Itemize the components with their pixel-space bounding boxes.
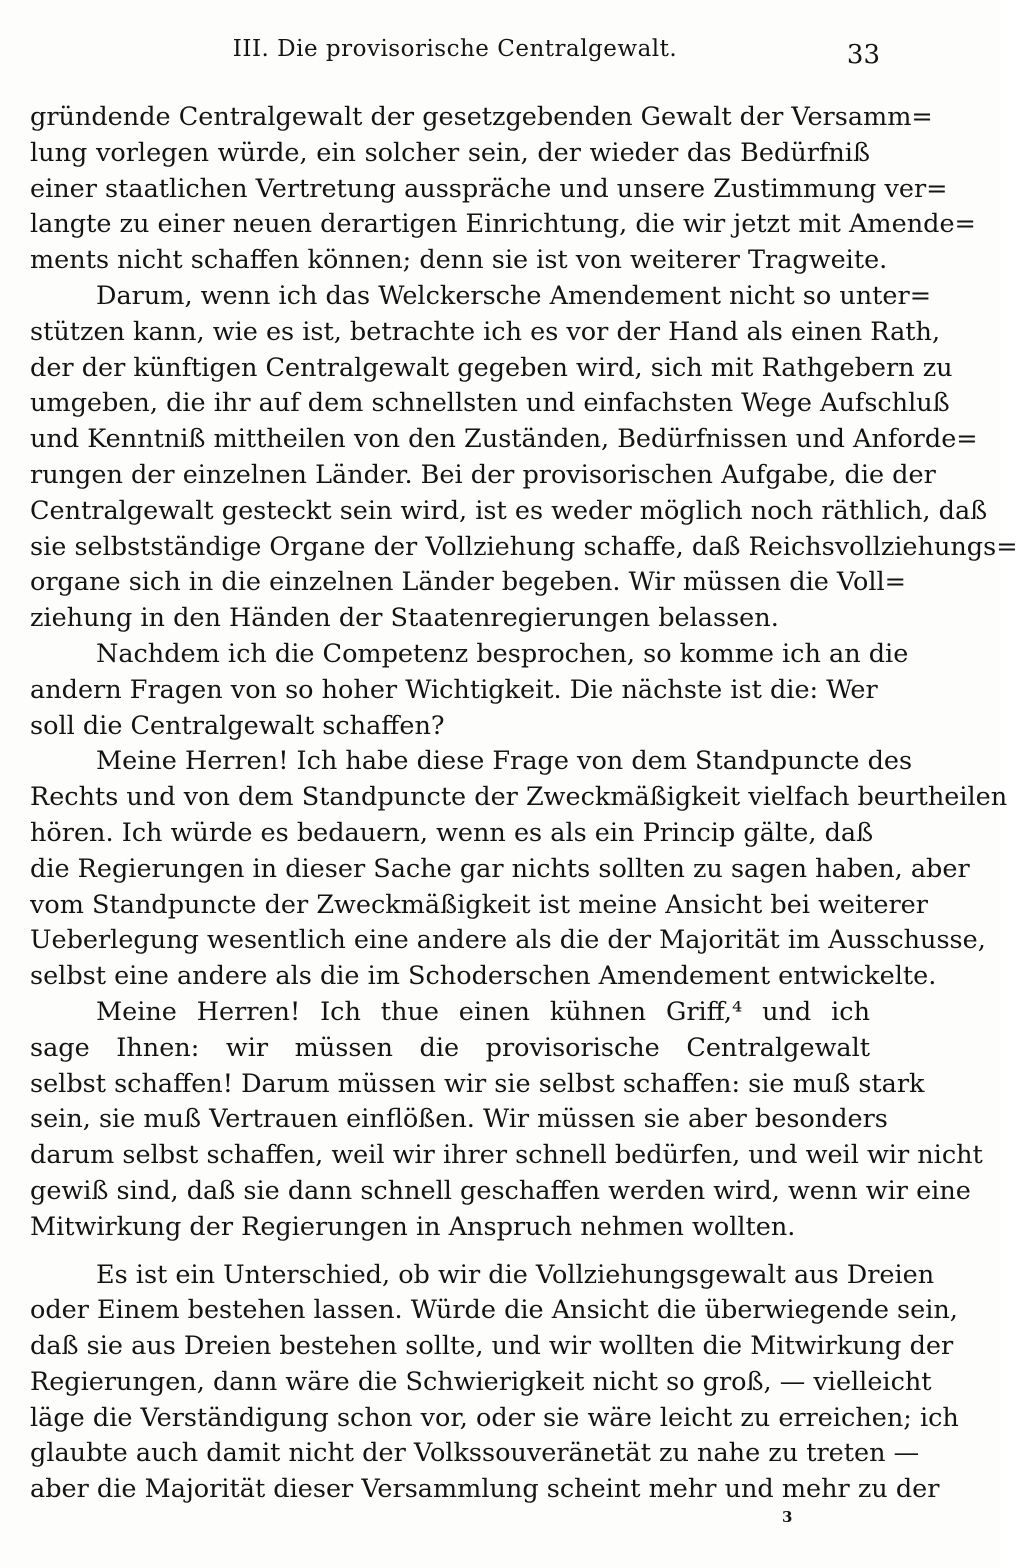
text-line: vom Standpuncte der Zweckmäßigkeit ist meine Ansicht bei weiterer [30,889,928,920]
chapter-title: III. Die provisorische Centralgewalt. [232,36,678,62]
text-line: lung vorlegen würde, ein solcher sein, der wieder das Bedürfniß [30,137,870,168]
text-line: stützen kann, wie es ist, betrachte ich es vor der Hand als einen Rath, [30,316,941,347]
text-line: Meine Herren! Ich habe diese Frage von dem Standpuncte des [96,746,913,777]
text-line: selbst eine andere als die im Schoderschen Amendement entwickelte. [30,961,937,992]
text-line: Centralgewalt gesteckt sein wird, ist es weder möglich noch räthlich, daß [30,495,988,526]
text-line: sage Ihnen: wir müssen die provisorische Centralgewalt [30,1032,870,1063]
text-line: einer staatlichen Vertretung ausspräche und unsere Zustimmung ver= [30,173,948,204]
text-line: gründende Centralgewalt der gesetzgebenden Gewalt der Versamm= [30,102,933,132]
text-line: soll die Centralgewalt schaffen? [30,710,445,741]
text-line: darum selbst schaffen, weil wir ihrer schnell bedürfen, und weil wir nicht [30,1140,983,1171]
text-line: Mitwirkung der Regierungen in Anspruch nehmen wollten. [30,1211,796,1242]
text-line: Es ist ein Unterschied, ob wir die Vollziehungsgewalt aus Dreien [96,1259,935,1290]
paragraph [30,744,1008,995]
paragraph [30,995,983,1246]
text-line: daß sie aus Dreien bestehen sollte, und wir wollten die Mitwirkung der [30,1331,954,1362]
text-line: und Kenntniß mittheilen von den Zuständen, Bedürfnissen und Anforde= [30,424,978,455]
page-number: 33 [846,40,880,70]
text-line: hören. Ich würde es bedauern, wenn es als ein Princip gälte, daß [30,817,874,848]
text-line: langte zu einer neuen derartigen Einrichtung, die wir jetzt mit Amende= [30,209,976,240]
text-line: oder Einem bestehen lassen. Würde die Ansicht die überwiegende sein, [30,1295,958,1326]
text-line: Rechts und von dem Standpuncte der Zweckmäßigkeit vielfach beurtheilen [30,782,1008,813]
paragraph-gap [30,1246,870,1258]
paragraph [30,1258,959,1509]
text-line: Meine Herren! Ich thue einen kühnen Griff,⁴ und ich [96,996,870,1027]
text-line: sie selbstständige Organe der Vollziehung schaffe, daß Reichsvollziehungs= [30,531,1018,562]
text-line: der der künftigen Centralgewalt gegeben wird, sich mit Rathgebern zu [30,352,953,383]
text-line: Ueberlegung wesentlich eine andere als die der Majorität im Ausschusse, [30,925,986,956]
text-line: selbst schaffen! Darum müssen wir sie selbst schaffen: sie muß stark [30,1068,925,1099]
text-line: organe sich in die einzelnen Länder begeben. Wir müssen die Voll= [30,567,907,598]
text-line: gewiß sind, daß sie dann schnell geschaffen werden wird, wenn wir eine [30,1175,971,1206]
text-line: die Regierungen in dieser Sache gar nichts sollten zu sagen haben, aber [30,853,970,884]
text-line: läge die Verständigung schon vor, oder sie wäre leicht zu erreichen; ich [30,1402,959,1433]
paragraph [30,279,1018,637]
text-line: ments nicht schaffen können; denn sie ist von weiterer Tragweite. [30,245,888,276]
text-line: Darum, wenn ich das Welckersche Amendement nicht so unter= [96,280,932,311]
text-line: ziehung in den Händen der Staatenregierungen belassen. [30,603,779,634]
paragraph [30,637,909,744]
paragraph [30,100,976,279]
body-text [30,100,1018,1508]
text-line: andern Fragen von so hoher Wichtigkeit. Die nächste ist die: Wer [30,674,878,705]
signature-mark: 3 [782,1508,793,1526]
text-line: sein, sie muß Vertrauen einflößen. Wir müssen sie aber besonders [30,1104,888,1135]
text-line: glaubte auch damit nicht der Volkssouveränetät zu nahe zu treten — [30,1438,920,1469]
text-line: Regierungen, dann wäre die Schwierigkeit nicht so groß, — vielleicht [30,1366,932,1397]
text-line: rungen der einzelnen Länder. Bei der provisorischen Aufgabe, die der [30,459,936,490]
text-line: umgeben, die ihr auf dem schnellsten und einfachsten Wege Aufschluß [30,388,950,419]
running-header [30,32,880,72]
text-line: aber die Majorität dieser Versammlung scheint mehr und mehr zu der [30,1474,940,1505]
text-line: Nachdem ich die Competenz besprochen, so komme ich an die [96,638,909,669]
